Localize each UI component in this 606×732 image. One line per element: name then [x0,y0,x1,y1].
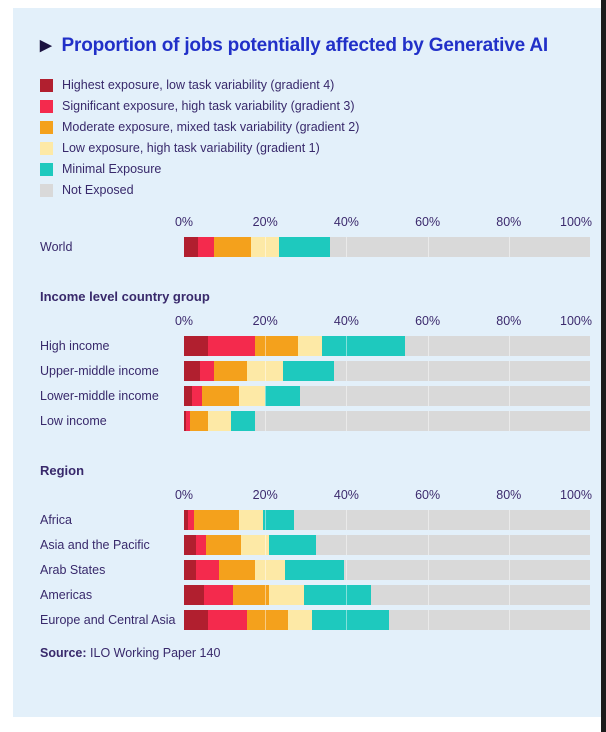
axis-tick: 40% [333,214,359,229]
axis-tick: 60% [415,487,441,502]
gridline [265,336,266,356]
axis-tick: 20% [252,487,278,502]
legend-swatch-gradient3-icon [40,100,53,113]
chart-row [40,361,590,381]
gridline [265,510,266,530]
bar-segment-gradient2 [214,237,251,257]
gridline [346,237,347,257]
bar-segment-gradient2 [233,585,270,605]
source-note [40,646,590,660]
bar-segment-gradient1 [239,510,263,530]
axis-tick: 0% [174,313,194,328]
legend-item [40,180,590,201]
gridline [428,585,429,605]
bar-segment-minimal [304,585,371,605]
axis-tick: 80% [496,214,522,229]
bar-segment-gradient1 [288,610,312,630]
gridline [509,361,510,381]
row-label: Low income [40,413,107,428]
gridline [509,386,510,406]
legend-swatch-not-exposed-icon [40,184,53,197]
legend-item [40,138,590,159]
gridline [265,535,266,555]
charts [40,215,590,630]
row-label: High income [40,338,110,353]
bar-segment-minimal [265,386,300,406]
axis-tick: 0% [174,487,194,502]
bar-track [184,237,590,257]
bar-track [184,560,590,580]
bar-segment-gradient1 [298,336,322,356]
row-label: Europe and Central Asia [40,612,176,627]
page-edge-strip [601,0,606,732]
gridline [428,386,429,406]
gridline [509,560,510,580]
gridline [346,336,347,356]
chart-row [40,535,590,555]
bar-track [184,585,590,605]
bar-segment-gradient3 [208,336,255,356]
bar-segment-gradient4 [184,535,196,555]
legend-swatch-gradient2-icon [40,121,53,134]
bar-segment-gradient1 [208,411,230,431]
bar-segment-minimal [279,237,330,257]
legend-item [40,96,590,117]
axis-tick: 80% [496,487,522,502]
axis-tick: 100% [560,214,592,229]
axis-tick: 60% [415,214,441,229]
legend-swatch-gradient1-icon [40,142,53,155]
bar-segment-minimal [285,560,344,580]
bar-segment-gradient4 [184,361,200,381]
gridline [265,411,266,431]
gridline [265,237,266,257]
axis-tick: 20% [252,214,278,229]
bar-segment-gradient3 [200,361,214,381]
bar-segment-gradient3 [208,610,247,630]
bar-segment-minimal [263,510,293,530]
bar-track [184,411,590,431]
chart-card [13,8,601,717]
legend [40,75,590,201]
axis-row [174,313,592,330]
gridline [509,336,510,356]
gridline [428,361,429,381]
axis-row [174,487,592,504]
axis-tick: 100% [560,313,592,328]
gridline [265,560,266,580]
bar-segment-gradient4 [184,237,198,257]
bar-track [184,535,590,555]
section-header: Region [40,462,85,478]
legend-item [40,117,590,138]
row-label: World [40,239,73,254]
bar-segment-gradient2 [194,510,239,530]
bar-segment-minimal [269,535,316,555]
bar-segment-gradient3 [196,560,218,580]
gridline [265,585,266,605]
bar-track [184,361,590,381]
gridline [428,336,429,356]
gridline [346,386,347,406]
page-title [40,33,590,59]
bar-segment-gradient1 [255,560,285,580]
bar-segment-minimal [322,336,405,356]
gridline [346,535,347,555]
gridline [428,610,429,630]
legend-label: Moderate exposure, mixed task variability (gradient 2) [62,120,360,135]
legend-swatch-gradient4-icon [40,79,53,92]
chart-row [40,510,590,530]
axis-tick: 0% [174,214,194,229]
bar-segment-gradient2 [202,386,239,406]
row-label: Arab States [40,562,106,577]
chart-section [40,289,590,431]
bar-segment-gradient3 [196,535,206,555]
source-label: Source: [40,645,87,660]
gridline [346,610,347,630]
bar-segment-minimal [312,610,389,630]
bar-track [184,336,590,356]
gridline [346,585,347,605]
gridline [428,560,429,580]
axis-tick: 100% [560,487,592,502]
bar-segment-gradient4 [184,336,208,356]
bar-segment-gradient4 [184,560,196,580]
gridline [509,411,510,431]
bar-segment-minimal [283,361,334,381]
gridline [428,237,429,257]
gridline [428,411,429,431]
chart-section [40,215,590,257]
axis-tick: 60% [415,313,441,328]
bar-segment-gradient4 [184,585,204,605]
gridline [428,510,429,530]
gridline [509,535,510,555]
bar-track [184,386,590,406]
source-text: ILO Working Paper 140 [86,645,221,660]
axis-row [174,214,592,231]
chart-row [40,336,590,356]
row-label: Asia and the Pacific [40,537,150,552]
gridline [346,411,347,431]
row-label: Lower-middle income [40,388,159,403]
row-label: Africa [40,512,72,527]
row-label: Upper-middle income [40,363,159,378]
bar-segment-gradient4 [184,386,192,406]
chart-row [40,386,590,406]
axis-tick: 40% [333,313,359,328]
axis-tick: 80% [496,313,522,328]
page-title-text: Proportion of jobs potentially affected by Generative AI [61,35,548,56]
legend-swatch-minimal-icon [40,163,53,176]
legend-item [40,75,590,96]
chart-section [40,463,590,630]
bar-track [184,610,590,630]
axis-tick: 40% [333,487,359,502]
chart-row [40,585,590,605]
axis-tick: 20% [252,313,278,328]
gridline [346,361,347,381]
gridline [265,610,266,630]
bar-segment-gradient3 [192,386,202,406]
chart-row [40,560,590,580]
chart-row [40,610,590,630]
section-header: Income level country group [40,288,210,304]
bar-segment-minimal [231,411,255,431]
legend-label: Not Exposed [62,183,134,198]
gridline [346,560,347,580]
gridline [265,386,266,406]
bar-segment-gradient1 [269,585,304,605]
gridline [509,510,510,530]
gridline [346,510,347,530]
bar-segment-gradient2 [214,361,246,381]
chart-row [40,237,590,257]
legend-label: Highest exposure, low task variability (gradient 4) [62,78,335,93]
bar-segment-gradient2 [247,610,288,630]
bar-track [184,510,590,530]
legend-item [40,159,590,180]
bar-segment-gradient1 [239,386,265,406]
gridline [509,237,510,257]
gridline [509,610,510,630]
bar-segment-gradient2 [190,411,208,431]
bar-segment-gradient3 [198,237,214,257]
bar-segment-gradient2 [219,560,256,580]
triangle-marker-icon: ▶ [40,37,52,54]
gridline [265,361,266,381]
legend-label: Minimal Exposure [62,162,162,177]
row-label: Americas [40,587,93,602]
legend-label: Significant exposure, high task variability (gradient 3) [62,99,355,114]
bar-segment-gradient4 [184,610,208,630]
bar-segment-gradient2 [255,336,298,356]
bar-segment-gradient3 [204,585,232,605]
gridline [509,585,510,605]
bar-segment-gradient2 [206,535,241,555]
gridline [428,535,429,555]
legend-label: Low exposure, high task variability (gradient 1) [62,141,320,156]
chart-row [40,411,590,431]
